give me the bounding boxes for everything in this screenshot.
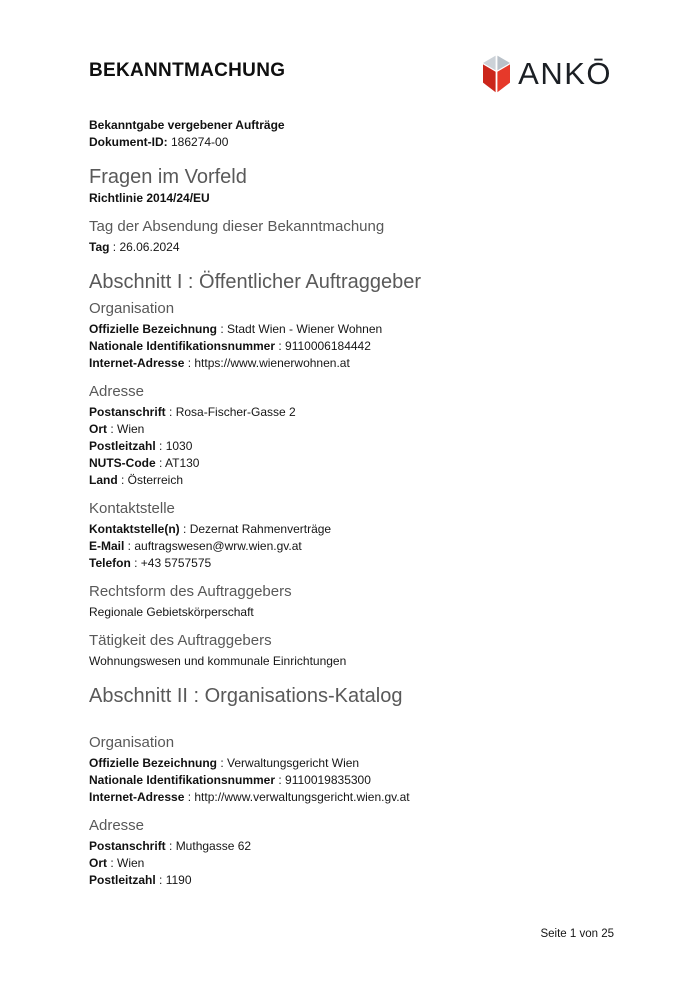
h2-tag-der-absendung: Tag der Absendung dieser Bekanntmachung bbox=[89, 218, 385, 235]
field-line bbox=[89, 838, 619, 855]
h2-organisation-2: Organisation bbox=[89, 734, 175, 751]
field-value: : Dezernat Rahmenverträge bbox=[179, 522, 332, 536]
field-label: Ort bbox=[89, 856, 107, 870]
field-label: Nationale Identifikationsnummer bbox=[89, 339, 276, 353]
field-label: Kontaktstelle(n) bbox=[89, 522, 180, 536]
field-line bbox=[89, 555, 619, 572]
field-value: : Rosa-Fischer-Gasse 2 bbox=[165, 405, 296, 419]
h2-rechtsform: Rechtsform des Auftraggebers bbox=[89, 583, 292, 600]
page-number: Seite 1 von 25 bbox=[540, 928, 614, 940]
field-value: : auftragswesen@wrw.wien.gv.at bbox=[124, 539, 302, 553]
field-value: : http://www.verwaltungsgericht.wien.gv.at bbox=[184, 790, 410, 804]
document-body bbox=[89, 117, 619, 889]
field-line bbox=[89, 772, 619, 789]
field-value: : +43 5757575 bbox=[130, 556, 212, 570]
field-label: Offizielle Bezeichnung bbox=[89, 756, 218, 770]
field-value: : 9110019835300 bbox=[275, 773, 371, 787]
field-label: Postleitzahl bbox=[89, 873, 156, 887]
page-title: BEKANNTMACHUNG bbox=[89, 60, 286, 81]
field-line bbox=[89, 538, 619, 555]
field-line bbox=[89, 521, 619, 538]
field-line bbox=[89, 321, 619, 338]
field-line bbox=[89, 755, 619, 772]
document-id-value: 186274-00 bbox=[167, 135, 229, 149]
h2-adresse-2: Adresse bbox=[89, 817, 145, 834]
field-line bbox=[89, 872, 619, 889]
field-value: : 1030 bbox=[155, 439, 193, 453]
field-line bbox=[89, 653, 619, 670]
field-value: Wohnungswesen und kommunale Einrichtungen bbox=[89, 654, 347, 668]
field-line bbox=[89, 604, 619, 621]
field-label: Land bbox=[89, 473, 118, 487]
field-label: E-Mail bbox=[89, 539, 125, 553]
h1-fragen-im-vorfeld: Fragen im Vorfeld bbox=[89, 166, 247, 188]
field-line bbox=[89, 355, 619, 372]
field-label: Ort bbox=[89, 422, 107, 436]
field-value: : 1190 bbox=[155, 873, 192, 887]
field-line bbox=[89, 421, 619, 438]
field-line bbox=[89, 239, 619, 256]
ankoe-cube-icon bbox=[481, 54, 512, 94]
field-label: Telefon bbox=[89, 556, 131, 570]
field-value: : Verwaltungsgericht Wien bbox=[217, 756, 360, 770]
field-line bbox=[89, 855, 619, 872]
field-label: Internet-Adresse bbox=[89, 356, 185, 370]
field-label: Postanschrift bbox=[89, 839, 166, 853]
field-value: : Wien bbox=[107, 856, 145, 870]
field-label: Postleitzahl bbox=[89, 439, 156, 453]
field-line bbox=[89, 404, 619, 421]
field-label: NUTS-Code bbox=[89, 456, 156, 470]
field-value: : 9110006184442 bbox=[275, 339, 371, 353]
document-subtitle bbox=[89, 117, 619, 134]
h1-abschnitt-1: Abschnitt I : Öffentlicher Auftraggeber bbox=[89, 271, 422, 293]
field-value: : AT130 bbox=[155, 456, 200, 470]
field-label: Richtlinie 2014/24/EU bbox=[89, 191, 210, 205]
field-label: Internet-Adresse bbox=[89, 790, 185, 804]
field-value: : 26.06.2024 bbox=[109, 240, 180, 254]
field-line bbox=[89, 472, 619, 489]
h2-taetigkeit: Tätigkeit des Auftraggebers bbox=[89, 632, 272, 649]
ankoe-logo-text: ANKŌ bbox=[518, 56, 612, 91]
document-subtitle-text: Bekanntgabe vergebener Aufträge bbox=[89, 118, 285, 132]
field-label: Postanschrift bbox=[89, 405, 166, 419]
h1-abschnitt-2: Abschnitt II : Organisations-Katalog bbox=[89, 685, 403, 707]
h2-organisation-1: Organisation bbox=[89, 300, 175, 317]
ankoe-logo bbox=[481, 54, 612, 94]
field-label: Offizielle Bezeichnung bbox=[89, 322, 218, 336]
field-value: : Muthgasse 62 bbox=[165, 839, 252, 853]
h2-kontaktstelle: Kontaktstelle bbox=[89, 500, 175, 517]
field-line bbox=[89, 455, 619, 472]
field-label: Nationale Identifikationsnummer bbox=[89, 773, 276, 787]
field-value: : https://www.wienerwohnen.at bbox=[184, 356, 350, 370]
field-value: : Wien bbox=[107, 422, 145, 436]
field-line bbox=[89, 338, 619, 355]
document-id-line bbox=[89, 134, 619, 151]
field-line bbox=[89, 438, 619, 455]
field-line bbox=[89, 190, 619, 207]
field-value: Regionale Gebietskörperschaft bbox=[89, 605, 254, 619]
h2-adresse-1: Adresse bbox=[89, 383, 145, 400]
document-id-label: Dokument-ID: bbox=[89, 135, 168, 149]
field-value: : Österreich bbox=[117, 473, 184, 487]
field-line bbox=[89, 789, 619, 806]
field-value: : Stadt Wien - Wiener Wohnen bbox=[217, 322, 383, 336]
field-label: Tag bbox=[89, 240, 110, 254]
